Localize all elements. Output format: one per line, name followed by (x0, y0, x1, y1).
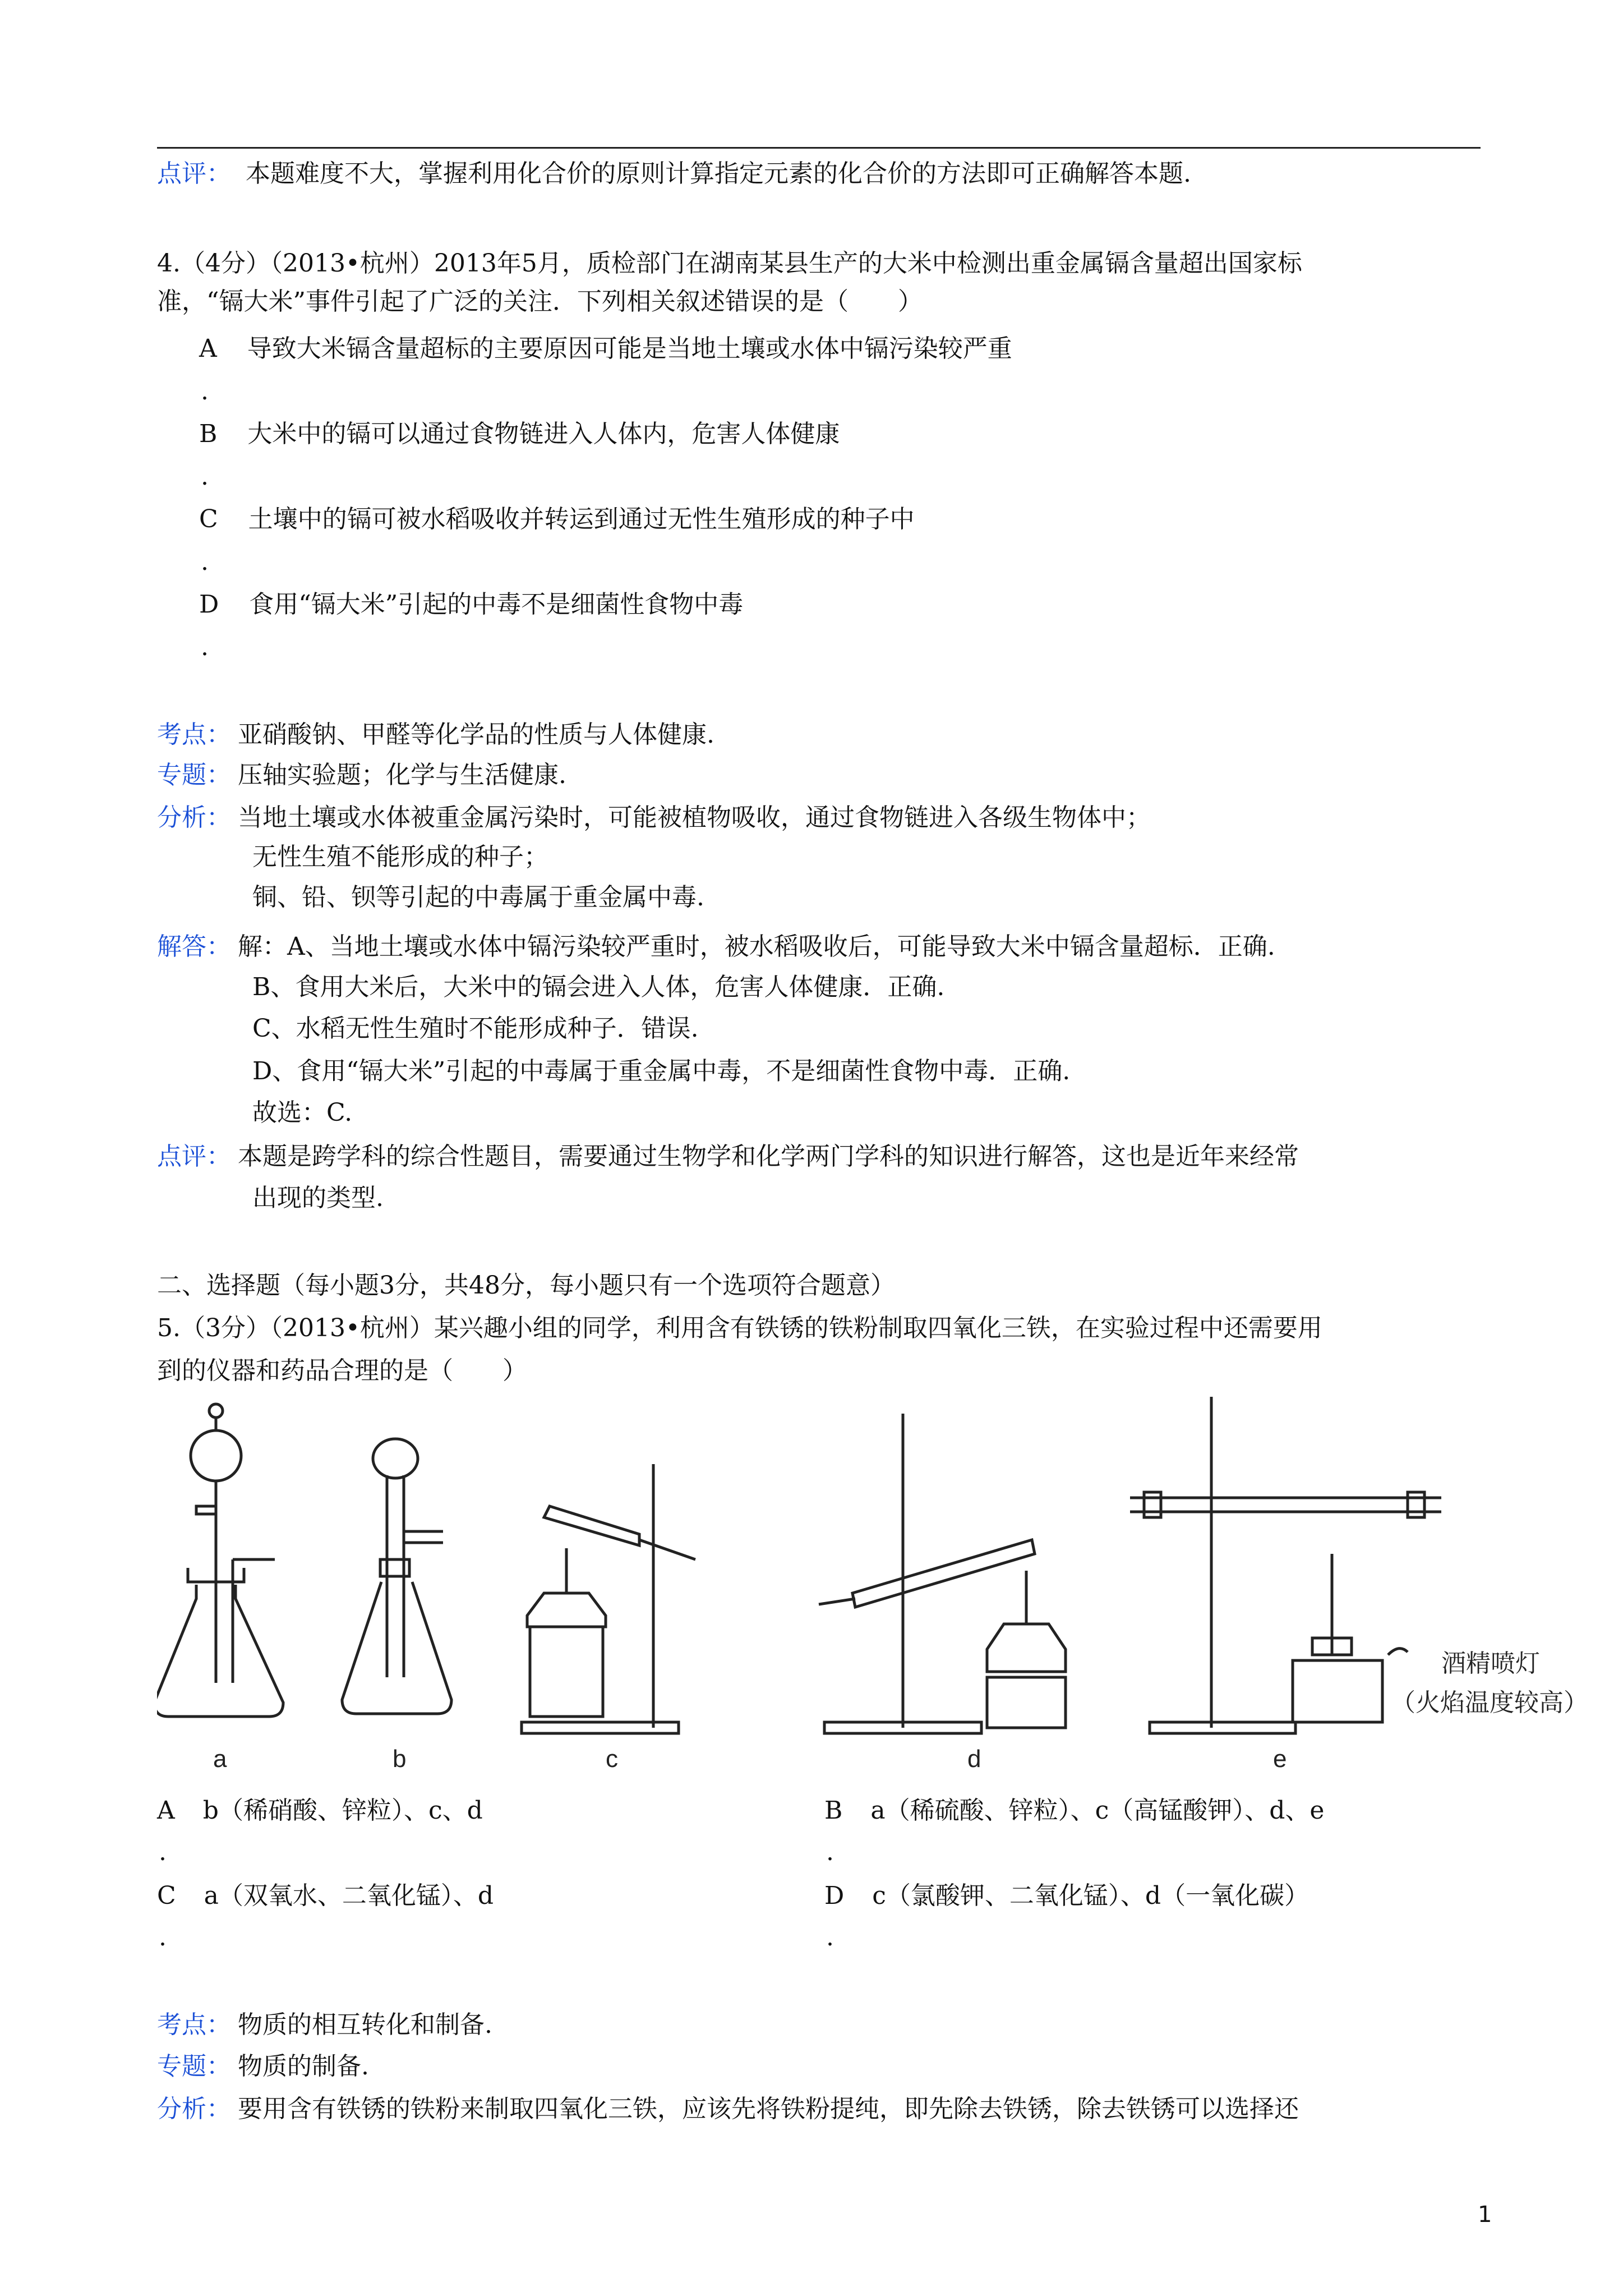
figure-label-d: d (967, 1745, 981, 1773)
option-letter: C (157, 1881, 176, 1910)
dianping-line: 本题是跨学科的综合性题目，需要通过生物学和化学两门学科的知识进行解答，这也是近年来经常 (238, 1142, 1299, 1171)
option-text: c（氯酸钾、二氧化锰）、d（一氧化碳） (872, 1881, 1310, 1910)
option-dot: . (826, 1838, 834, 1866)
dianping-line: 出现的类型. (252, 1184, 384, 1212)
apparatus-figure (157, 1391, 1623, 1784)
option-dot: . (159, 1838, 167, 1866)
header-rule (157, 147, 1481, 149)
jieda-line: D、食用“镉大米”引起的中毒属于重金属中毒，不是细菌性食物中毒．正确. (252, 1057, 1071, 1085)
dianping-label: 点评： (157, 1142, 231, 1171)
kaodian-label: 考点： (157, 720, 231, 749)
q4-option-b (199, 417, 840, 451)
q4-zhuanti (157, 758, 566, 792)
q5-fenxi (157, 2092, 1299, 2126)
q4-fenxi (157, 801, 1151, 835)
q4-option-d (199, 588, 743, 622)
option-dot: . (826, 1923, 834, 1952)
q4-option-c (199, 503, 915, 536)
jieda-line: C、水稻无性生殖时不能形成种子．错误. (252, 1014, 699, 1043)
q4-stem-line1: 4.（4分）（2013•杭州）2013年5月，质检部门在湖南某县生产的大米中检测出重金属镉含量超出国家标 (157, 249, 1302, 278)
zhuanti-text: 物质的制备. (238, 2052, 369, 2081)
q5-option-a (157, 1794, 483, 1828)
apparatus-d (819, 1414, 1066, 1733)
option-dot: . (201, 377, 209, 406)
fenxi-line: 铜、铅、钡等引起的中毒属于重金属中毒. (252, 883, 704, 912)
apparatus-e (1130, 1397, 1441, 1733)
q4-stem-line2: 准，“镉大米”事件引起了广泛的关注．下列相关叙述错误的是（ ） (157, 287, 923, 316)
jieda-line: B、食用大米后，大米中的镉会进入人体，危害人体健康．正确. (252, 973, 945, 1001)
option-letter: B (824, 1796, 843, 1825)
lamp-sublabel: （火焰温度较高） (1391, 1688, 1588, 1717)
option-text: a（双氧水、二氧化锰）、d (204, 1881, 494, 1910)
option-text: 导致大米镉含量超标的主要原因可能是当地土壤或水体中镉污染较严重 (247, 334, 1012, 363)
jieda-label: 解答： (157, 932, 231, 961)
q5-zhuanti (157, 2050, 369, 2083)
q5-option-b (824, 1794, 1324, 1828)
fenxi-text: 要用含有铁锈的铁粉来制取四氧化三铁，应该先将铁粉提纯，即先除去铁锈，除去铁锈可以选择还 (238, 2095, 1299, 2123)
kaodian-text: 物质的相互转化和制备. (238, 2010, 492, 2039)
figure-label-b: b (393, 1745, 407, 1773)
zhuanti-label: 专题： (157, 2052, 231, 2081)
top-review-line (157, 157, 1191, 191)
figure-label-e: e (1273, 1745, 1287, 1773)
option-dot: . (201, 633, 209, 661)
fenxi-line: 当地土壤或水体被重金属污染时，可能被植物吸收，通过食物链进入各级生物体中； (238, 803, 1151, 832)
q5-stem-line1: 5.（3分）（2013•杭州）某兴趣小组的同学，利用含有铁锈的铁粉制取四氧化三铁，在实验过程中还需要用 (157, 1314, 1322, 1342)
option-text: a（稀硫酸、锌粒）、c（高锰酸钾）、d、e (870, 1796, 1325, 1825)
section-title: 二、选择题（每小题3分，共48分，每小题只有一个选项符合题意） (157, 1271, 895, 1300)
page-number: 1 (1478, 2202, 1492, 2228)
apparatus-b (342, 1439, 451, 1714)
option-text: 食用“镉大米”引起的中毒不是细菌性食物中毒 (249, 590, 744, 619)
q5-stem-line2: 到的仪器和药品合理的是（ ） (157, 1356, 527, 1385)
option-dot: . (201, 462, 209, 491)
lamp-label: 酒精喷灯 (1441, 1649, 1540, 1678)
option-letter: D (824, 1881, 845, 1910)
zhuanti-label: 专题： (157, 761, 231, 789)
review-label: 点评： (157, 159, 231, 188)
option-letter: A (157, 1796, 175, 1825)
kaodian-label: 考点： (157, 2010, 231, 2039)
q4-jieda (157, 930, 1275, 964)
fenxi-label: 分析： (157, 2095, 231, 2123)
fenxi-line: 无性生殖不能形成的种子； (252, 843, 548, 871)
option-dot: . (159, 1923, 167, 1952)
figure-label-c: c (606, 1745, 618, 1773)
option-text: b（稀硝酸、锌粒）、c、d (202, 1796, 483, 1825)
apparatus-c (522, 1464, 695, 1733)
option-dot: . (201, 547, 209, 576)
option-text: 大米中的镉可以通过食物链进入人体内，危害人体健康 (247, 420, 840, 448)
q4-option-a (199, 332, 1012, 366)
option-letter: B (199, 420, 218, 448)
fenxi-label: 分析： (157, 803, 231, 832)
option-letter: A (199, 334, 217, 363)
q5-kaodian (157, 2008, 492, 2042)
q4-dianping (157, 1140, 1299, 1174)
q5-option-c (157, 1879, 494, 1913)
apparatus-a (157, 1404, 283, 1717)
option-letter: D (199, 590, 219, 619)
zhuanti-text: 压轴实验题；化学与生活健康. (238, 761, 566, 789)
option-text: 土壤中的镉可被水稻吸收并转运到通过无性生殖形成的种子中 (248, 505, 915, 533)
jieda-line: 解：A、当地土壤或水体中镉污染较严重时，被水稻吸收后，可能导致大米中镉含量超标．正确. (238, 932, 1275, 961)
review-text: 本题难度不大，掌握利用化合价的原则计算指定元素的化合价的方法即可正确解答本题. (246, 159, 1191, 188)
jieda-line: 故选：C. (252, 1098, 353, 1127)
q4-kaodian (157, 718, 714, 752)
q5-option-d (824, 1879, 1309, 1913)
kaodian-text: 亚硝酸钠、甲醛等化学品的性质与人体健康. (238, 720, 714, 749)
option-letter: C (199, 505, 218, 533)
figure-label-a: a (213, 1745, 227, 1773)
